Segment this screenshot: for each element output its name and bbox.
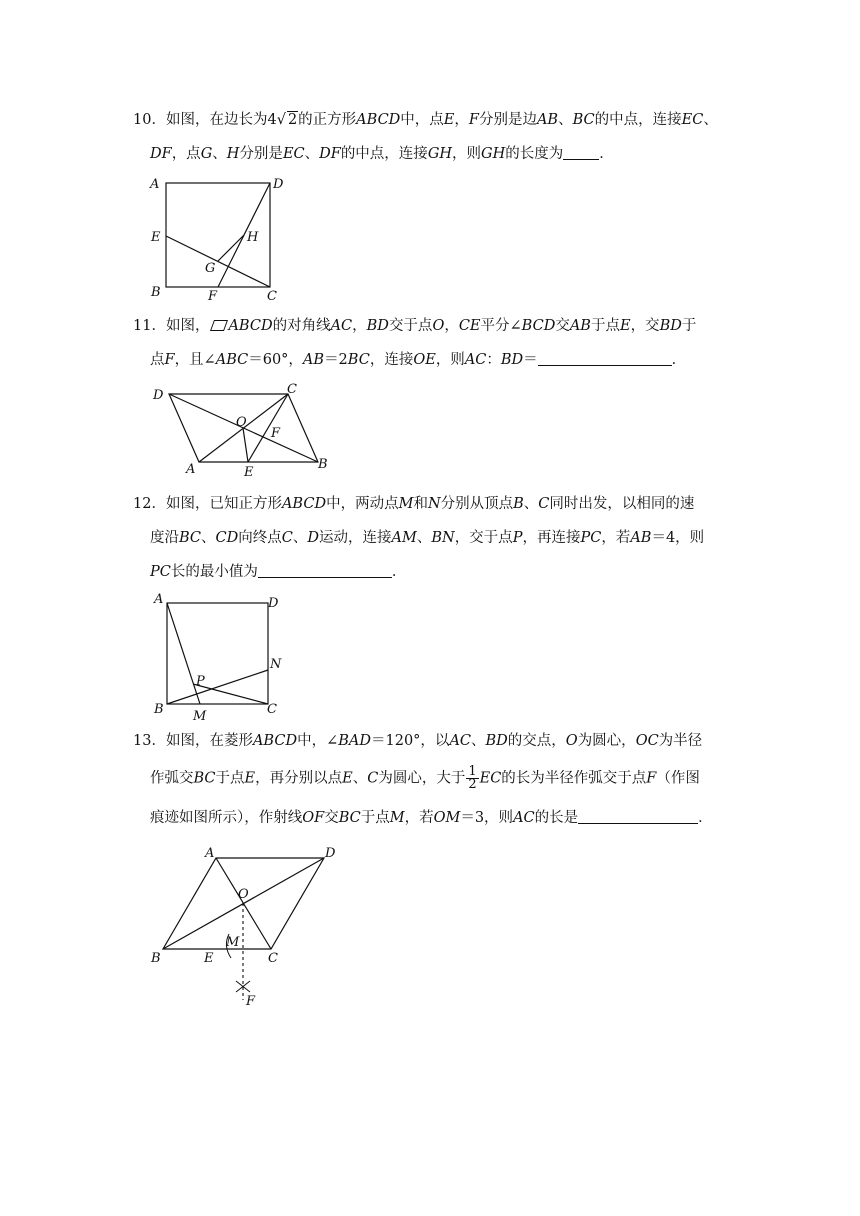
label-C: C (267, 702, 277, 717)
question-number: 11． (133, 318, 166, 334)
q13-line-2: 作弧交BC于点E，再分别以点E、C为圆心，大于 $\frac{1}{2}$ EC的长为半径作弧交于点F（作图 (150, 764, 700, 792)
q12-line-1: 12．如图，已知正方形ABCD中，两动点M和N分别从顶点B、C同时出发，以相同的速 (133, 496, 695, 512)
label-C: C (267, 289, 277, 304)
label-A: A (186, 462, 196, 477)
q11-line-1: 11．如图， ABCD的对角线AC，BD交于点O，CE平分∠BCD交AB于点E，交BD于 (133, 318, 697, 334)
q10-line-1: 10．如图，在边长为4√ 2的正方形ABCD中，点E，F分别是边AB、BC的中点，连接EC、 (133, 112, 718, 128)
label-E: E (151, 230, 161, 245)
question-number: 13． (133, 733, 166, 749)
label-C: C (287, 382, 297, 397)
label-D: D (325, 846, 336, 861)
q10-figure (145, 172, 295, 307)
answer-blank[interactable] (258, 563, 392, 578)
question-number: 10． (133, 112, 166, 128)
q13-figure (148, 840, 348, 1015)
q10-line-2: DF，点G、H分别是EC、DF的中点，连接GH，则GH的长度为 ． (150, 146, 614, 162)
label-B: B (151, 951, 161, 966)
label-B: B (154, 702, 164, 717)
label-D: D (153, 388, 164, 403)
answer-blank[interactable] (538, 351, 672, 366)
answer-blank[interactable] (578, 809, 698, 824)
label-O: O (236, 415, 247, 430)
label-F: F (246, 994, 256, 1009)
q12-line-2: 度沿BC、CD向终点C、D运动，连接AM、BN，交于点P，再连接PC，若AB＝4，则 (150, 530, 705, 546)
label-N: N (270, 657, 282, 672)
label-H: H (247, 230, 259, 245)
q11-line-2: 点F，且∠ABC＝60°，AB＝2BC，连接OE，则AC：BD＝ ． (150, 352, 687, 368)
q13-line-3: 痕迹如图所示），作射线OF交BC于点M，若OM＝3，则AC的长是 ． (150, 810, 713, 826)
label-B: B (151, 285, 161, 300)
label-P: P (196, 674, 205, 689)
label-A: A (154, 592, 164, 607)
label-M: M (193, 709, 207, 724)
label-A: A (205, 846, 215, 861)
label-F: F (271, 426, 281, 441)
answer-blank[interactable] (563, 145, 599, 160)
label-A: A (150, 177, 160, 192)
parallelogram-symbol (210, 320, 228, 331)
sqrt-radicand: 2 (287, 112, 298, 128)
label-G: G (205, 261, 216, 276)
label-B: B (318, 457, 328, 472)
label-E: E (204, 951, 214, 966)
label-D: D (273, 177, 284, 192)
q12-line-3: PC长的最小值为 ． (150, 564, 407, 580)
label-M: M (226, 935, 240, 950)
fraction: $\frac{1}{2}$ (468, 764, 477, 792)
label-F: F (208, 289, 218, 304)
label-E: E (244, 465, 254, 480)
q13-line-1: 13．如图，在菱形ABCD中，∠BAD＝120°，以AC、BD的交点，O为圆心，OC为半径 (133, 733, 703, 749)
label-C: C (268, 951, 278, 966)
label-D: D (268, 596, 279, 611)
q11-figure (150, 380, 335, 480)
q12-figure (148, 590, 288, 725)
question-number: 12． (133, 496, 166, 512)
label-O: O (238, 887, 249, 902)
